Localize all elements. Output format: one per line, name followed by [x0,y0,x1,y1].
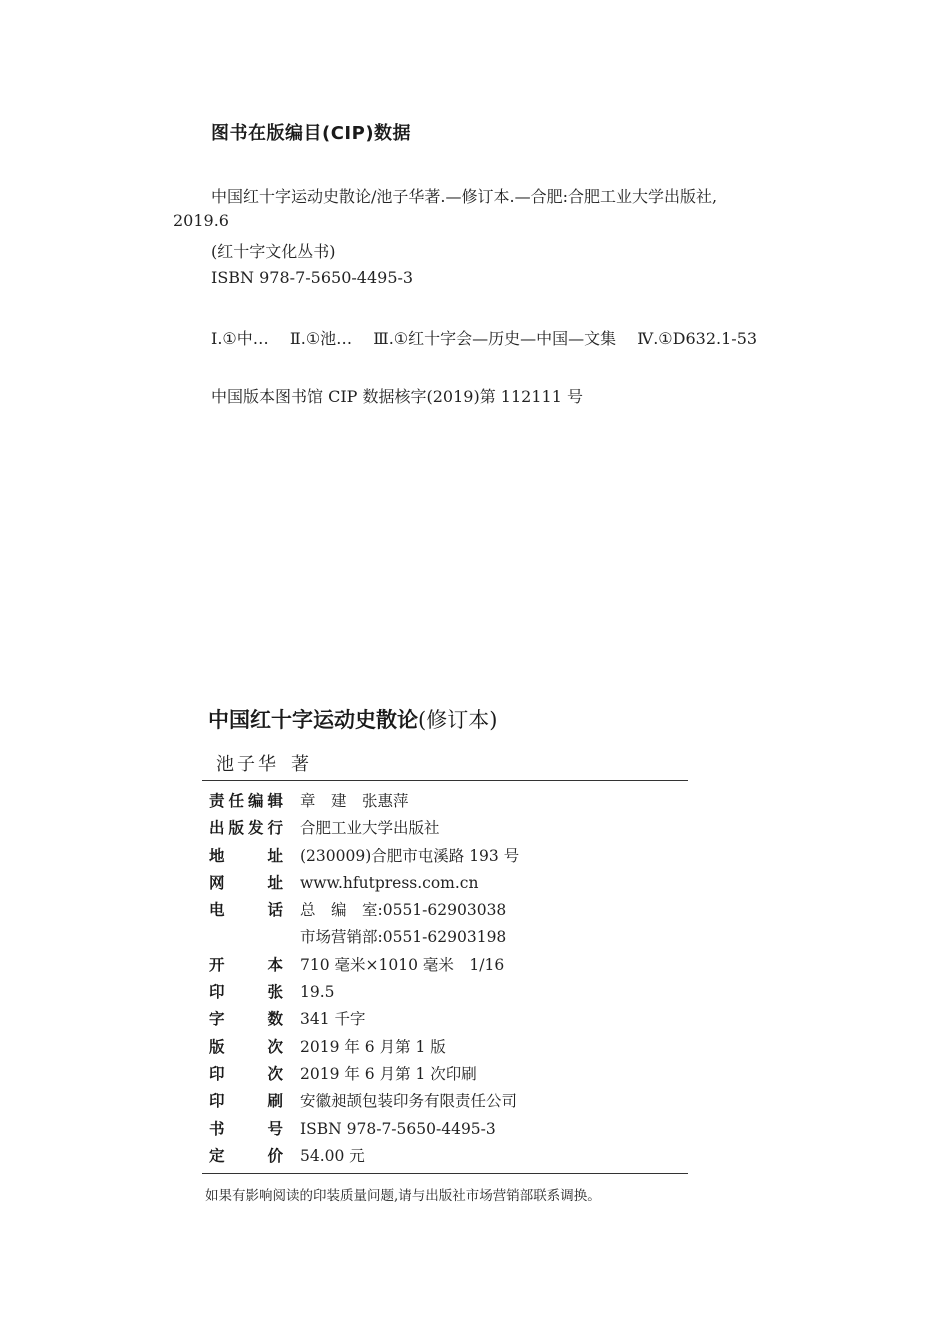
spec-value: (230009)合肥市屯溪路 193 号 [300,846,520,865]
cip-series: (红十字文化丛书) [211,242,336,261]
spec-value: 总 编 室:0551-62903038 [300,901,507,920]
spec-label: 印 张 [209,983,283,1002]
spec-label: 开 本 [209,955,283,974]
cip-classification [211,326,757,349]
cip-isbn: ISBN 978-7-5650-4495-3 [211,268,414,287]
spec-row [209,1034,679,1061]
publication-specs [209,788,679,1170]
spec-value: 710 毫米×1010 毫米 1/16 [300,955,505,974]
book-edition: (修订本) [418,708,498,732]
spec-label: 印 刷 [209,1092,283,1111]
cip-description-line2: 2019.6 [173,211,229,230]
spec-row [209,1116,679,1143]
spec-value: www.hfutpress.com.cn [300,873,479,892]
spec-row [209,1006,679,1033]
spec-label: 版 次 [209,1037,283,1056]
spec-label: 定 价 [209,1146,283,1165]
spec-label: 电 话 [209,901,283,920]
cip-record-number: 中国版本图书馆 CIP 数据核字(2019)第 112111 号 [211,387,583,406]
spec-value: 章 建 张惠萍 [300,792,409,810]
spec-row [209,1061,679,1088]
cip-description-line1: 中国红十字运动史散论/池子华著.—修订本.—合肥:合肥工业大学出版社, [211,187,718,206]
spec-row [209,1088,679,1115]
spec-row [209,1143,679,1170]
spec-value: 2019 年 6 月第 1 版 [300,1037,446,1056]
spec-value: 合肥工业大学出版社 [300,819,440,838]
spec-label: 出版发行 [209,819,283,838]
spec-value: ISBN 978-7-5650-4495-3 [300,1119,496,1138]
spec-row [209,897,679,924]
spec-row [209,979,679,1006]
spec-value: 19.5 [300,983,335,1002]
spec-label: 书 号 [209,1119,283,1138]
book-title [208,704,497,734]
cip-class-item: Ⅳ.①D632.1-53 [637,329,758,348]
spec-row [209,924,679,951]
spec-label: 网 址 [209,873,283,892]
divider-bottom [202,1173,688,1174]
book-title-text: 中国红十字运动史散论 [208,708,418,732]
cip-class-item: Ⅰ.①中… [211,329,269,348]
spec-value: 市场营销部:0551-62903198 [300,928,507,947]
spec-value: 2019 年 6 月第 1 次印刷 [300,1064,477,1083]
spec-row [209,870,679,897]
spec-row [209,788,679,815]
author-role: 著 [291,754,312,775]
author-name: 池子华 [216,754,279,775]
spec-value: 341 千字 [300,1010,366,1029]
spec-value: 安徽昶颉包装印务有限责任公司 [300,1092,518,1111]
spec-row [209,952,679,979]
divider-top [202,780,688,781]
cip-heading: 图书在版编目(CIP)数据 [211,123,412,144]
spec-row [209,815,679,842]
cip-class-item: Ⅱ.①池… [289,329,353,348]
cip-class-item: Ⅲ.①红十字会—历史—中国—文集 [373,329,617,348]
spec-label: 印 次 [209,1064,283,1083]
spec-value: 54.00 元 [300,1146,365,1165]
quality-notice: 如果有影响阅读的印装质量问题,请与出版社市场营销部联系调换。 [205,1188,601,1204]
spec-row [209,843,679,870]
spec-label: 地 址 [209,846,283,865]
spec-label: 字 数 [209,1010,283,1029]
book-author [216,750,312,776]
spec-label: 责任编辑 [209,792,283,810]
